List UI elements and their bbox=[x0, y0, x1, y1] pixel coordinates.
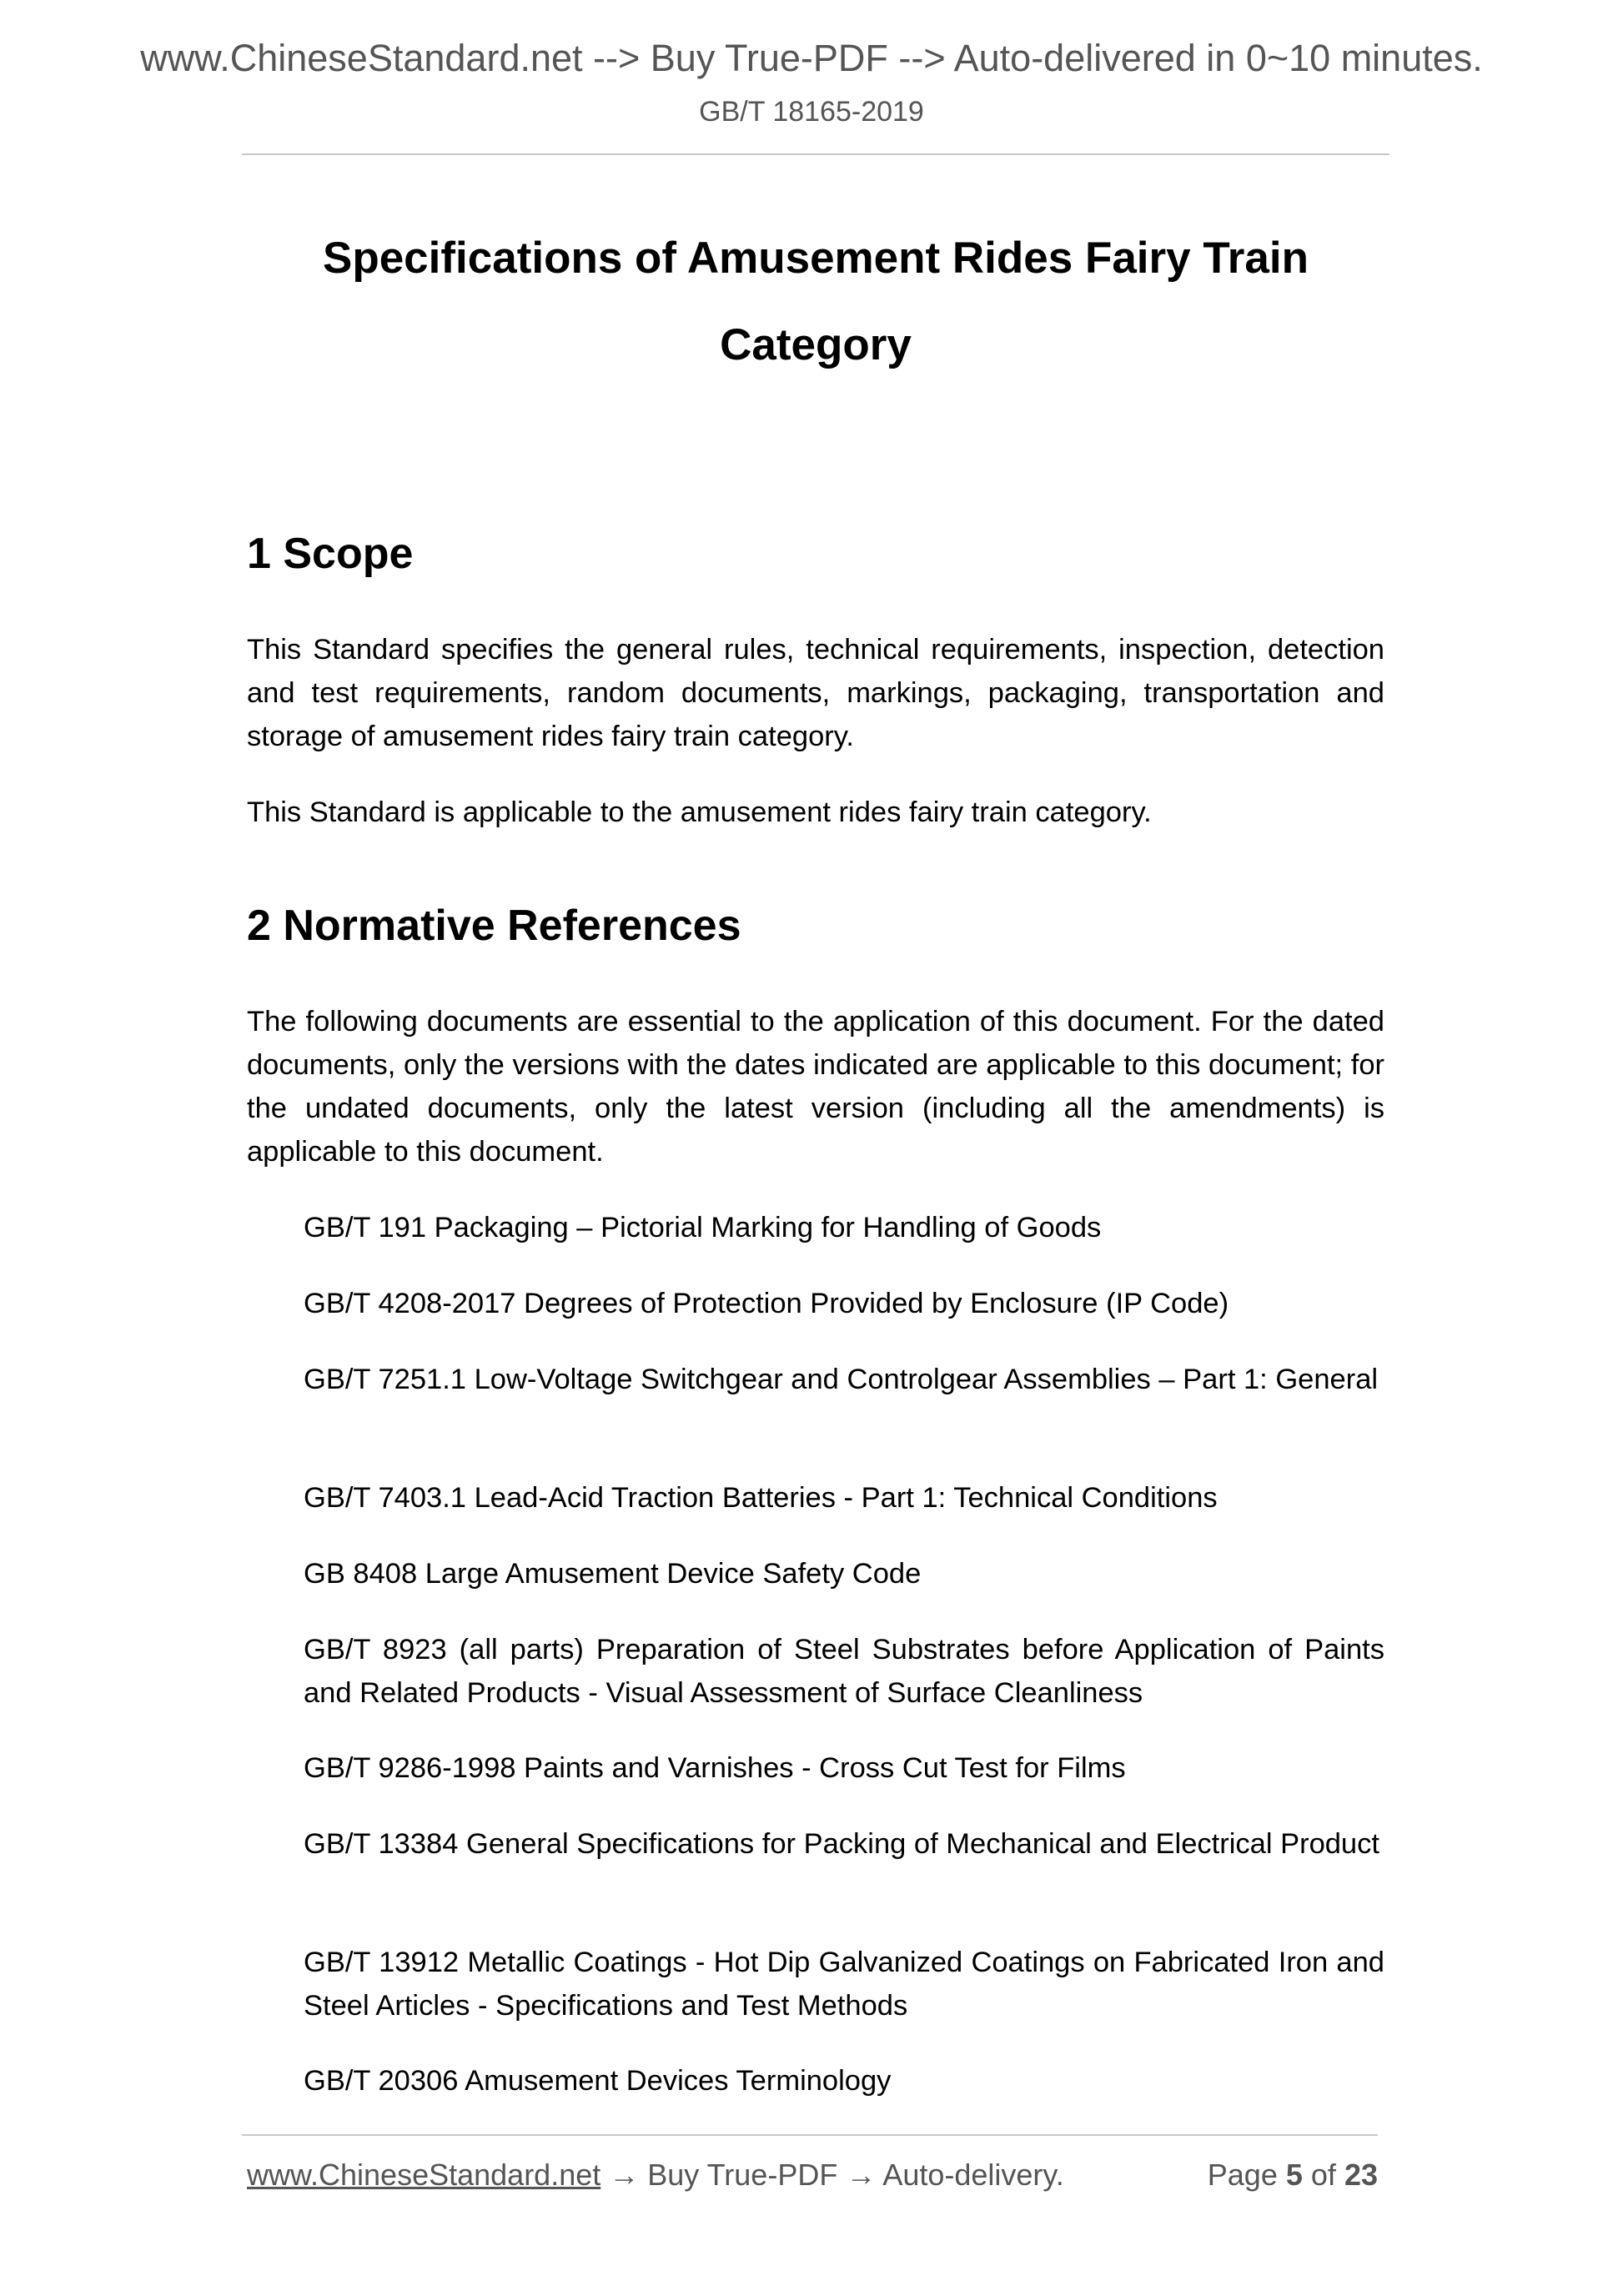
document-title bbox=[247, 215, 1384, 389]
header-banner: www.ChineseStandard.net --> Buy True-PDF --> Auto-delivered in 0~10 minutes. bbox=[140, 37, 1483, 79]
header-doc-code: GB/T 18165-2019 bbox=[699, 96, 924, 128]
reference-item: GB/T 13384 General Specifications for Packing of Mechanical and Electrical Product bbox=[304, 1828, 1379, 1860]
reference-item: GB/T 7403.1 Lead-Acid Traction Batteries - Part 1: Technical Conditions bbox=[304, 1482, 1218, 1514]
page-label: Page bbox=[1207, 2158, 1278, 2192]
reference-item: GB/T 20306 Amusement Devices Terminology bbox=[304, 2065, 892, 2097]
page-number bbox=[1208, 2155, 1378, 2195]
reference-item: GB/T 4208-2017 Degrees of Protection Provided by Enclosure (IP Code) bbox=[304, 1288, 1229, 1319]
page-footer bbox=[247, 2155, 1378, 2195]
scope-paragraph-1: This Standard specifies the general rules, technical requirements, inspection, detection and test requirements, random documents, markings, packaging, transportation and storage of amusement rides fairy train category. bbox=[247, 634, 1384, 752]
reference-item: GB/T 7251.1 Low-Voltage Switchgear and Controlgear Assemblies – Part 1: General bbox=[304, 1364, 1379, 1395]
page-current: 5 bbox=[1285, 2158, 1303, 2192]
reference-item: GB/T 9286-1998 Paints and Varnishes - Cross Cut Test for Films bbox=[304, 1752, 1126, 1784]
reference-item: GB/T 13912 Metallic Coatings - Hot Dip Galvanized Coatings on Fabricated Iron and Steel Articles - Specifications and Test Methods bbox=[304, 1947, 1384, 2022]
page-of: of bbox=[1310, 2158, 1336, 2192]
section-heading-normative-references: 2 Normative References bbox=[247, 902, 741, 950]
reference-item: GB/T 8923 (all parts) Preparation of Steel Substrates before Application of Paints and Related Products - Visual Assessment of Surface Cleanliness bbox=[304, 1634, 1384, 1709]
page-header bbox=[0, 33, 1623, 130]
header-divider bbox=[242, 153, 1389, 155]
reference-item: GB/T 191 Packaging – Pictorial Marking for Handling of Goods bbox=[304, 1212, 1102, 1243]
normative-references-intro: The following documents are essential to the application of this document. For the dated documents, only the versions with the dates indicated are applicable to this document; for the undated documents, only the latest version (including all the amendments) is applicable to this document. bbox=[247, 1006, 1384, 1168]
document-title-line-1: Specifications of Amusement Rides Fairy Train bbox=[322, 234, 1309, 283]
footer-divider bbox=[242, 2134, 1378, 2136]
section-heading-scope: 1 Scope bbox=[247, 530, 414, 578]
page-total: 23 bbox=[1344, 2158, 1378, 2192]
reference-item: GB 8408 Large Amusement Device Safety Code bbox=[304, 1558, 922, 1590]
document-title-line-2: Category bbox=[720, 320, 912, 369]
footer-site-link[interactable]: www.ChineseStandard.net bbox=[247, 2158, 601, 2192]
footer-tagline: → Buy True-PDF → Auto-delivery. bbox=[600, 2158, 1064, 2192]
scope-paragraph-2: This Standard is applicable to the amusement rides fairy train category. bbox=[247, 796, 1152, 828]
